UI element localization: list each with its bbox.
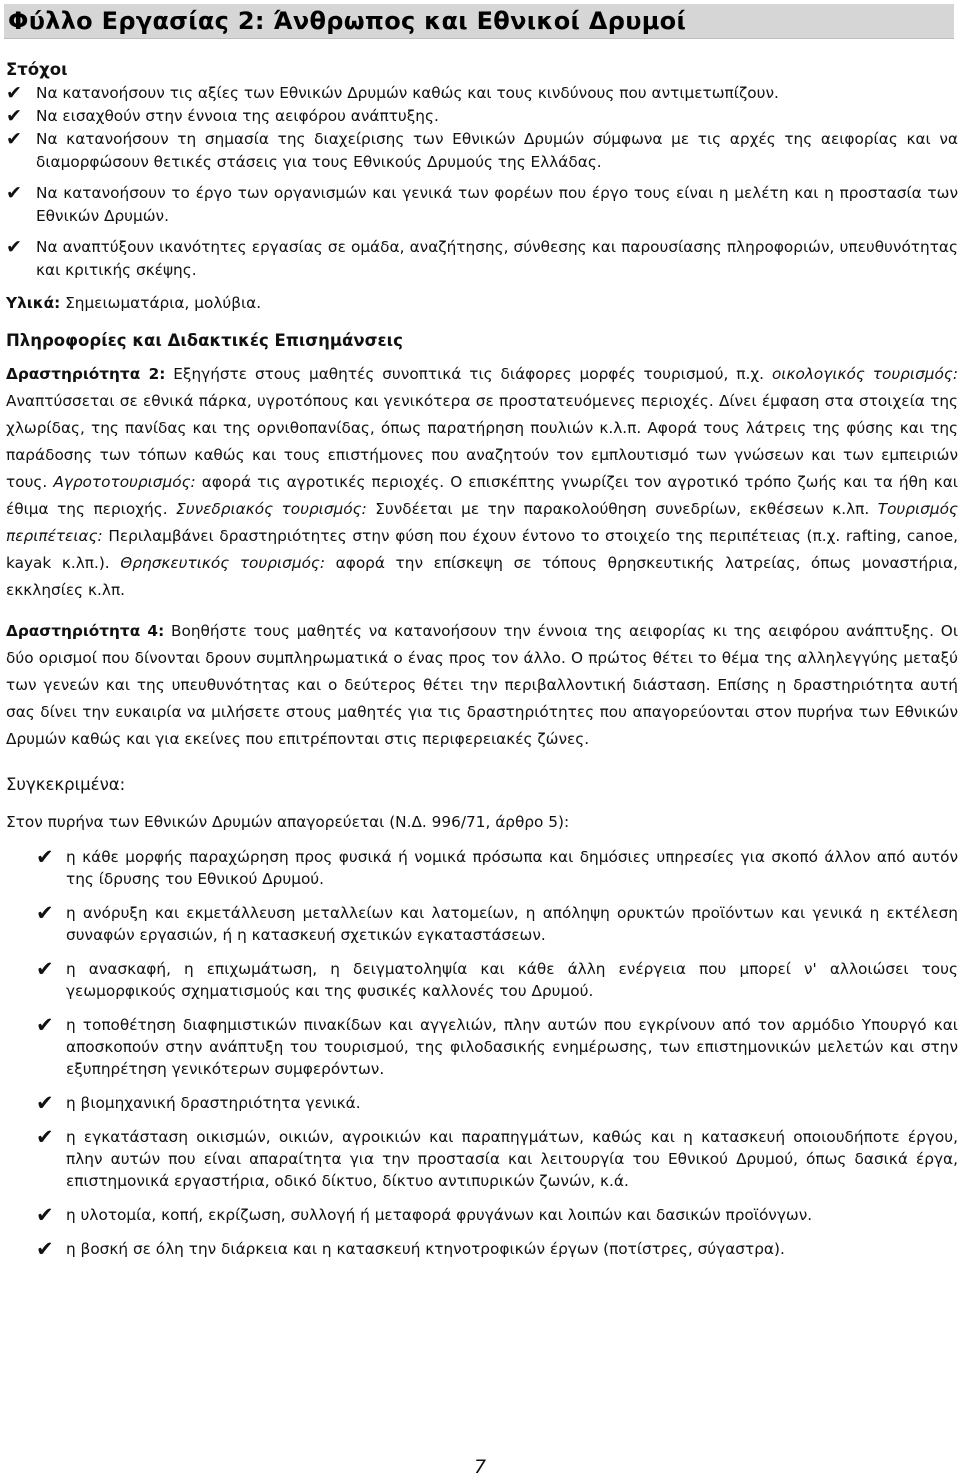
activity2-text: Αναπτύσσεται σε εθνικά πάρκα, υγροτόπους και γενικότερα σε προστατευόμενες περιοχές. Δίνει έμφαση στα στοιχεία της χλωρίδας, της πανίδας και της ορνιθοπανίδας, όπως παρατήρηση πουλιών κ.λ.π. Αφορά τους λάτρεις της φύσης και της παράδοσης των τόπων καθώς και τους επιστήμονες που αναζητούν τον εμπλουτισμό των γνώσεων και των εμπειριών τους. [6,392,958,491]
title-bar [4,4,954,39]
list-item [6,1092,958,1114]
list-item [6,182,958,228]
checkmark-icon: ✔ [36,1091,54,1115]
checkmark-icon: ✔ [36,1013,54,1037]
activity2-label: Δραστηριότητα 2: [6,365,166,383]
goals-heading: Στόχοι [6,60,68,79]
eco-tourism-term: οικολογικός τουρισμός: [771,365,958,383]
list-item [6,1238,958,1260]
activity2-text: αφορά την επίσκεψη σε τόπους θρησκευτικής λατρείας, όπως μοναστήρια, εκκλησίες κ.λπ. [6,554,958,599]
list-item-text: Να κατανοήσουν τη σημασία της διαχείρισης των Εθνικών Δρυμών σύμφωνα με τις αρχές της αειφορίας και να διαμορφώσουν θετικές στάσεις για τους Εθνικούς Δρυμούς της Ελλάδας. [36,130,958,171]
activity4-label: Δραστηριότητα 4: [6,622,165,640]
list-item [6,82,958,105]
info-heading: Πληροφορίες και Διδακτικές Επισημάνσεις [6,331,403,350]
activity2-text: Συνδέεται με την παρακολούθηση συνεδρίων, εκθέσεων κ.λπ. [375,500,870,518]
activity2-text: Περιλαμβάνει δραστηριότητες στην φύση που έχουν έντονο το στοιχείο της περιπέτειας (π.χ. rafting, canoe, kayak κ.λπ.). [6,527,958,572]
page-title: Φύλλο Εργασίας 2: Άνθρωπος και Εθνικοί Δρυμοί [8,7,687,35]
activity4-text: Βοηθήστε τους μαθητές να κατανοήσουν την έννοια της αειφορίας κι της αειφόρου ανάπτυξης. Οι δύο ορισμοί που δίνονται δρουν συμπληρωματικά ο ένας προς τον άλλο. Ο πρώτος θέτει το θέμα της αλληλεγγύης μεταξύ των γενεών και της υπευθυνότητας και ο δεύτερος θέτει την περιβαλλοντική διάσταση. Επίσης η δραστηριότητα αυτή σας δίνει την ευκαιρία να μιλήσετε στους μαθητές για τις δραστηριότητες που απαγορεύονται στον πυρήνα των Εθνικών Δρυμών καθώς και για εκείνες που επιτρέπονται στις περιφερειακές ζώνες. [6,622,958,748]
list-item [6,1014,958,1080]
materials-line [6,290,958,317]
core-intro: Στον πυρήνα των Εθνικών Δρυμών απαγορεύεται (Ν.Δ. 996/71, άρθρο 5): [6,813,570,831]
prohibited-list [6,846,958,1260]
list-item-text: Να κατανοήσουν το έργο των οργανισμών και γενικά των φορέων που έργο τους είναι η μελέτη και η προστασία των Εθνικών Δρυμών. [36,184,958,225]
activity4-paragraph [6,618,958,753]
checkmark-icon: ✔ [6,82,22,104]
materials-text: Σημειωματάρια, μολύβια. [65,294,262,312]
checkmark-icon: ✔ [36,1125,54,1149]
page-number: 7 [473,1456,487,1478]
list-item [6,902,958,946]
checkmark-icon: ✔ [36,957,54,981]
specifically-heading: Συγκεκριμένα: [6,775,126,794]
materials-label: Υλικά: [6,294,61,312]
list-item-text: Να εισαχθούν στην έννοια της αειφόρου ανάπτυξης. [36,107,439,125]
list-item [6,236,958,282]
list-item-text: η κάθε μορφής παραχώρηση προς φυσικά ή νομικά πρόσωπα και δημόσιες υπηρεσίες για σκοπό άλλον από αυτόν της ίδρυσης του Εθνικού Δρυμού. [66,848,958,888]
checkmark-icon: ✔ [6,105,22,127]
activity2-text: Εξηγήστε στους μαθητές συνοπτικά τις διάφορες μορφές τουρισμού, π.χ. [173,365,765,383]
list-item-text: η ανασκαφή, η επιχωμάτωση, η δειγματοληψία και κάθε άλλη ενέργεια που μπορεί ν' αλλοιώσει τους γεωμορφικούς σχηματισμούς και της φυσικές καλλονές του Δρυμού. [66,960,958,1000]
activity2-paragraph [6,361,958,604]
list-item-text: η τοποθέτηση διαφημιστικών πινακίδων και αγγελιών, πλην αυτών που εγκρίνουν από τον αρμόδιο Υπουργό και αποσκοπούν στην ανάπτυξη του τουρισμού, της φιλοδασικής ενημέρωσης, των επιστημονικών μελετών και στην εξυπηρέτηση γενικότερων συμφερόντων. [66,1016,958,1078]
list-item-text: Να αναπτύξουν ικανότητες εργασίας σε ομάδα, αναζήτησης, σύνθεσης και παρουσίασης πληροφοριών, υπευθυνότητας και κριτικής σκέψης. [36,238,958,279]
list-item [6,846,958,890]
content [6,58,958,1272]
list-item-text: η ανόρυξη και εκμετάλλευση μεταλλείων και λατομείων, η απόληψη ορυκτών προϊόντων και γενικά η εκτέλεση συναφών εργασιών, ή η κατασκευή σχετικών εγκαταστάσεων. [66,904,958,944]
checkmark-icon: ✔ [6,236,22,258]
list-item-text: η υλοτομία, κοπή, εκρίζωση, συλλογή ή μεταφορά φρυγάνων και λοιπών και δασικών προϊόνγων. [66,1206,813,1224]
checkmark-icon: ✔ [36,845,54,869]
list-item [6,1126,958,1192]
conference-tourism-term: Συνεδριακός τουρισμός: [176,500,367,518]
goals-list [6,82,958,282]
checkmark-icon: ✔ [36,1237,54,1261]
checkmark-icon: ✔ [36,901,54,925]
list-item-text: η βιομηχανική δραστηριότητα γενικά. [66,1094,361,1112]
list-item-text: η βοσκή σε όλη την διάρκεια και η κατασκευή κτηνοτροφικών έργων (ποτίστρες, σύγαστρα). [66,1240,785,1258]
list-item [6,105,958,128]
list-item-text: Να κατανοήσουν τις αξίες των Εθνικών Δρυμών καθώς και τους κινδύνους που αντιμετωπίζουν. [36,84,779,102]
religious-tourism-term: Θρησκευτικός τουρισμός: [120,554,326,572]
agro-tourism-term: Αγροτοτουρισμός: [53,473,196,491]
checkmark-icon: ✔ [6,128,22,150]
activity2-text: αφορά τις αγροτικές περιοχές. Ο επισκέπτης γνωρίζει τον αγροτικό τρόπο ζωής και τα ήθη και έθιμα της περιοχής. [6,473,958,518]
list-item [6,958,958,1002]
list-item [6,128,958,174]
adventure-tourism-term: Τουρισμός περιπέτειας: [6,500,958,545]
checkmark-icon: ✔ [36,1203,54,1227]
list-item [6,1204,958,1226]
checkmark-icon: ✔ [6,182,22,204]
list-item-text: η εγκατάσταση οικισμών, οικιών, αγροικιών και παραπηγμάτων, καθώς και η κατασκευή οποιουδήποτε έργου, πλην αυτών που είναι απαραίτητα για την προστασία και λειτουργία του Εθνικού Δρυμού, όπως δασικά έργα, επιστημονικά εργαστήρια, οδικό δίκτυο, δίκτυο αντιπυρικών ζωνών, κ.ά. [66,1128,958,1190]
